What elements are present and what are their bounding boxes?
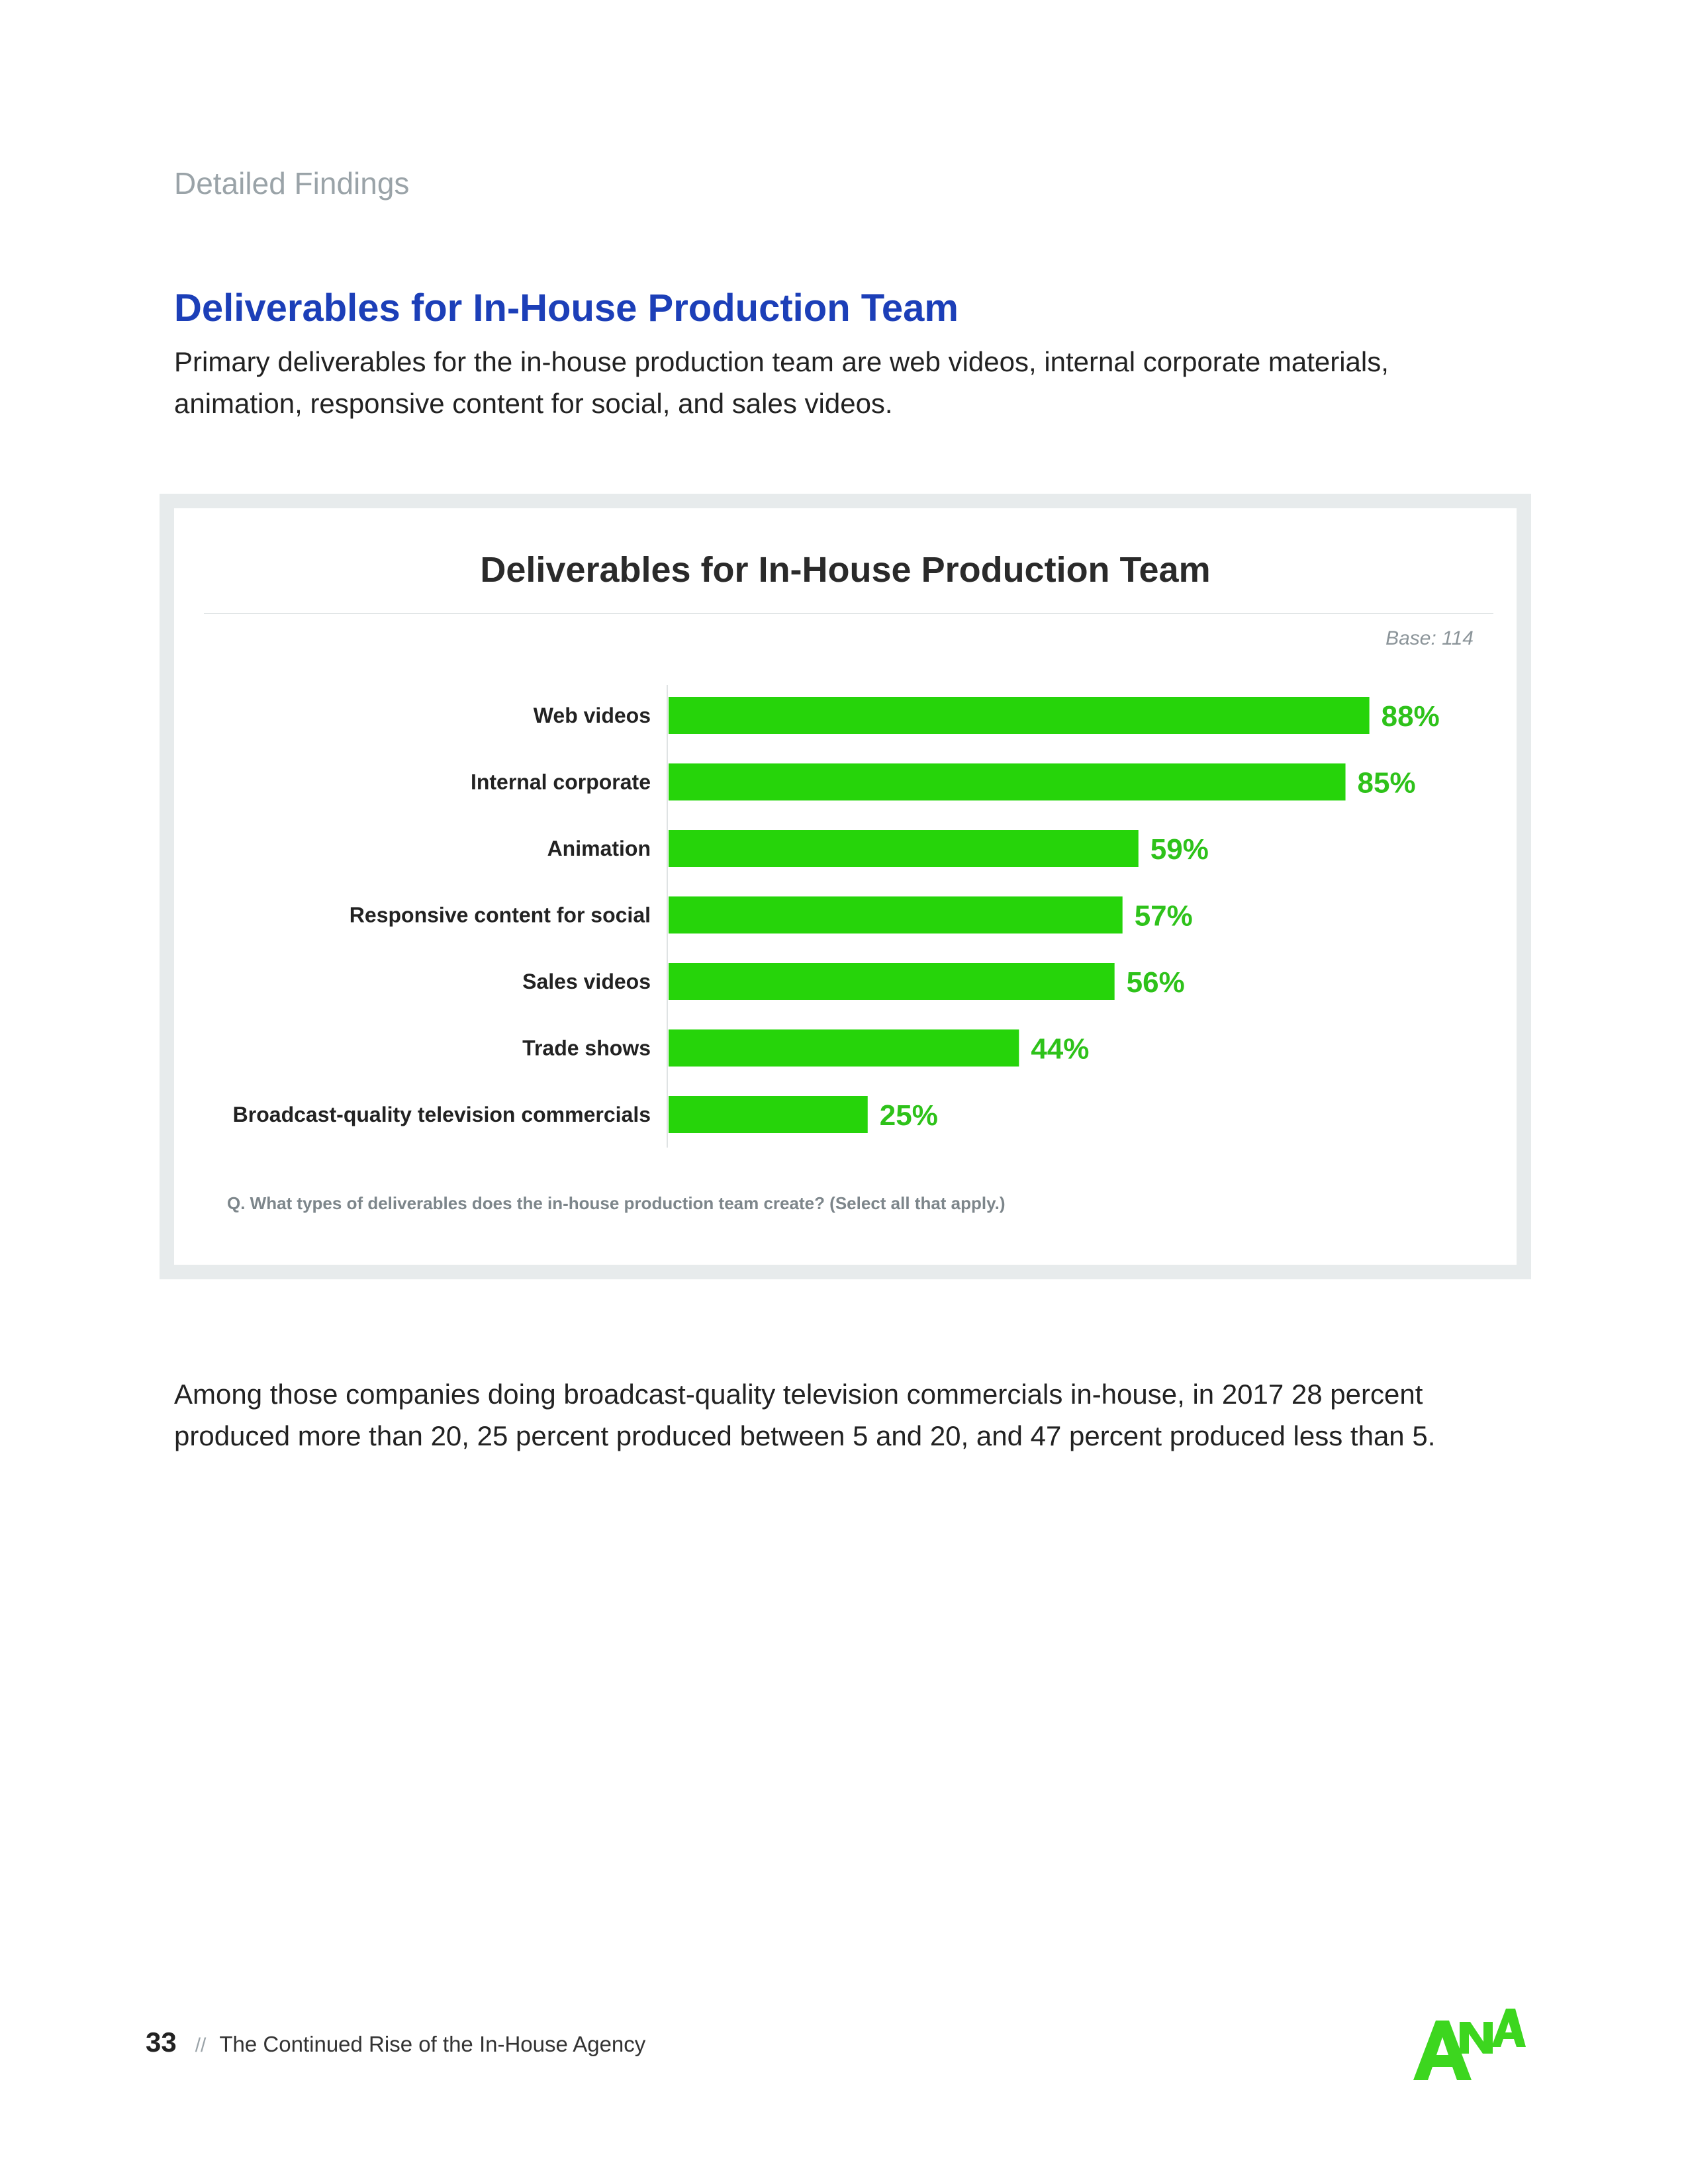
category-label: Animation: [547, 837, 651, 860]
publication-title: The Continued Rise of the In-House Agency: [219, 2032, 646, 2056]
bar: [669, 963, 1115, 1000]
chart-frame: [160, 494, 1531, 1279]
value-label: 85%: [1357, 766, 1416, 799]
bar: [669, 697, 1370, 734]
chart-base-label: Base: 114: [1385, 627, 1474, 649]
value-label: 57%: [1134, 899, 1193, 933]
value-label: 44%: [1031, 1032, 1090, 1066]
bar: [669, 1030, 1019, 1067]
category-label: Responsive content for social: [349, 903, 651, 927]
bar: [669, 1096, 868, 1133]
chart-panel: [174, 508, 1517, 1265]
bar: [669, 764, 1346, 801]
page-number: 33: [146, 2026, 177, 2058]
section-label: Detailed Findings: [174, 166, 410, 201]
category-label: Internal corporate: [470, 770, 651, 794]
category-label: Sales videos: [522, 970, 651, 993]
intro-paragraph: Primary deliverables for the in-house production team are web videos, internal corporate materials, animation, responsive content for social, and sales videos.: [174, 346, 1389, 419]
value-label: 25%: [879, 1099, 938, 1132]
page-heading: Deliverables for In-House Production Team: [174, 287, 959, 330]
bar-chart: [174, 508, 1517, 1265]
ana-logo: [1413, 2009, 1526, 2081]
chart-question: Q. What types of deliverables does the in-house production team create? (Select all that apply.): [227, 1193, 1006, 1213]
bar: [669, 830, 1139, 867]
footer-separator: //: [195, 2034, 207, 2056]
category-label: Trade shows: [522, 1036, 651, 1060]
category-label: Broadcast-quality television commercials: [232, 1103, 651, 1126]
chart-title: Deliverables for In-House Production Team: [480, 550, 1211, 590]
body-paragraph: Among those companies doing broadcast-quality television commercials in-house, in 2017 28 percent produced more than 20, 25 percent produced between 5 and 20, and 47 percent produced less than 5.: [174, 1379, 1436, 1451]
category-label: Web videos: [533, 704, 651, 727]
value-label: 88%: [1381, 700, 1440, 733]
value-label: 56%: [1126, 966, 1185, 999]
value-label: 59%: [1150, 833, 1209, 866]
bar: [669, 897, 1123, 934]
footer: [146, 2026, 645, 2058]
